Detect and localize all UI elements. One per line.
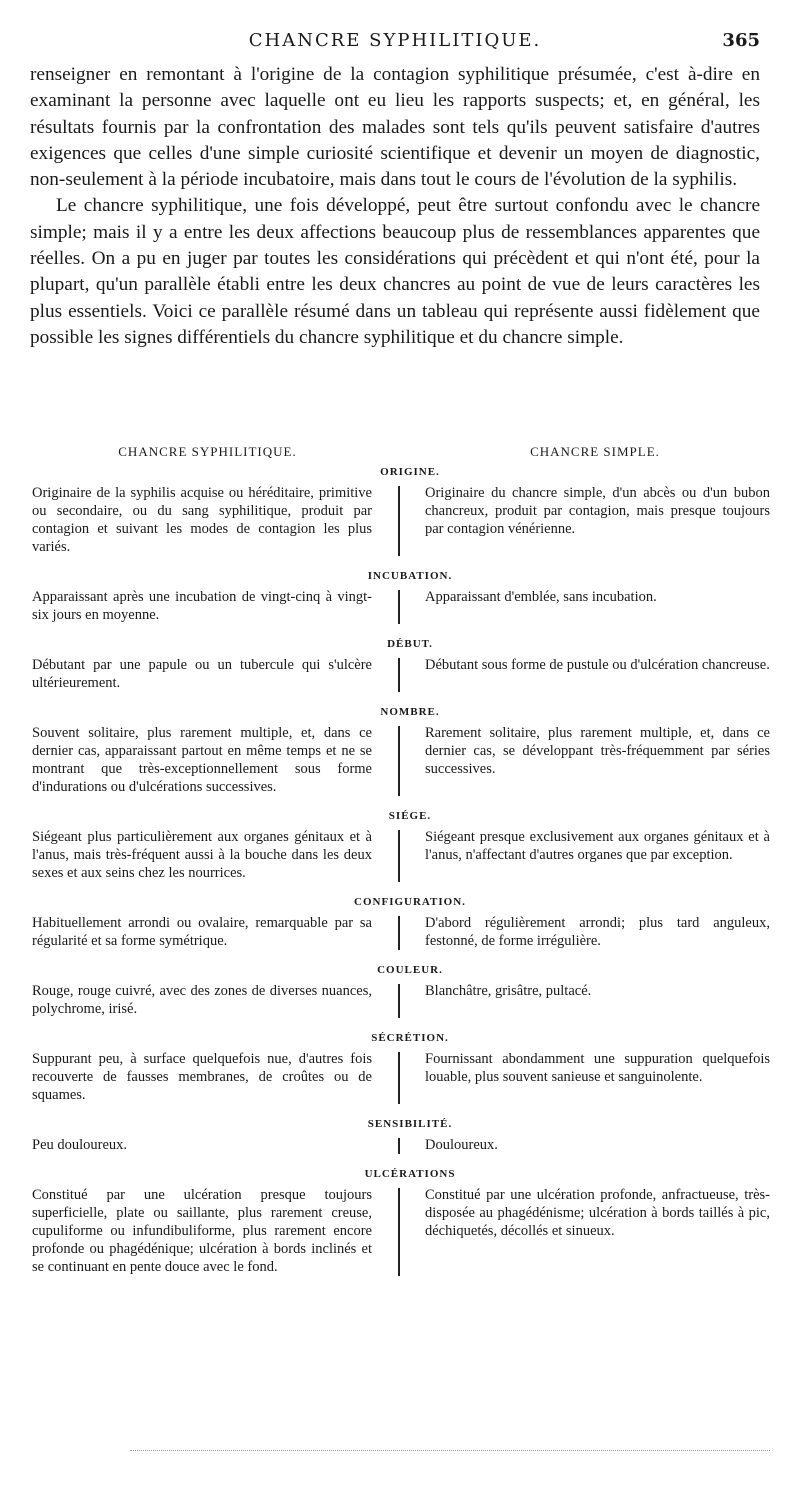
comparison-table [30,440,770,1290]
right-cell: Fournissant abondamment une suppuration quelquefois louable, plus souvent sanieuse et sanguinolente. [425,1051,770,1085]
column-divider [398,830,400,882]
table-column-headings [30,440,770,466]
right-cell: Blanchâtre, grisâtre, pultacé. [425,983,592,999]
table-row [30,914,770,950]
intro-paragraph: renseigner en remontant à l'origine de la contagion syphilitique présumée, c'est à-dire en examinant la personne avec laquelle ont eu lieu les rapports suspects; et, en général, les résultats fournis par la confrontation des malades sont tels qu'ils peuvent satisfaire d'autres exigences que celles d'une simple curiosité scientifique et devenir un moyen de diagnostic, non-seulement à la période incubatoire, mais dans tout le cours de l'évolution de la syphilis. [30,64,760,191]
left-cell: Originaire de la syphilis acquise ou héréditaire, primitive ou secondaire, ou du sang syphilitique, produit par contagion et suivant les modes de contagion les plus variés. [32,485,372,555]
column-divider [398,1052,400,1104]
section-title: INCUBATION. [367,570,453,582]
right-cell: Originaire du chancre simple, d'un abcès ou d'un bubon chancreux, produit par contagion, mais presque toujours par contagion vénérienne. [425,485,770,537]
column-divider [398,984,400,1018]
right-column-heading: CHANCRE SIMPLE. [530,444,660,459]
table-row [30,656,770,692]
section-title: SENSIBILITÉ. [367,1118,453,1130]
column-divider [398,1188,400,1276]
right-cell: Rarement solitaire, plus rarement multiple, et, dans ce dernier cas, se développant très-fréquemment par séries successives. [425,725,770,777]
column-divider [398,1138,400,1154]
table-row [30,724,770,796]
column-divider [398,486,400,556]
section-title: NOMBRE. [380,706,440,718]
table-row [30,588,770,624]
footer-rule [130,1450,770,1453]
right-cell: Constitué par une ulcération profonde, anfractueuse, très-disposée au phagédénisme; ulcération à bords taillés à pic, déchiquetés, décollés et sinueux. [425,1187,770,1239]
section-title: SIÉGE. [388,810,432,822]
section-title: CONFIGURATION. [354,896,466,908]
table-sections [30,466,770,1276]
running-title: CHANCRE SYPHILITIQUE. [248,30,542,51]
right-cell: Apparaissant d'emblée, sans incubation. [425,589,657,605]
right-cell: D'abord régulièrement arrondi; plus tard anguleux, festonné, de forme irrégulière. [425,915,770,949]
left-cell: Souvent solitaire, plus rarement multiple, et, dans ce dernier cas, apparaissant partout en même temps et ne se montrant que très-exceptionnellement sous forme d'indurations ou d'ulcérations successives. [32,725,372,795]
left-cell: Constitué par une ulcération presque toujours superficielle, plate ou saillante, plus rarement creuse, cupuliforme ou infundibuliforme, plus rarement encore profonde ou phagédénique; ulcération à bords inclinés et se continuant en pente douce avec le fond. [32,1187,372,1275]
column-divider [398,916,400,950]
column-divider [398,658,400,692]
left-cell: Suppurant peu, à surface quelquefois nue, d'autres fois recouverte de fausses membranes, de croûtes ou de squames. [32,1051,372,1103]
table-row [30,1136,770,1154]
column-divider [398,590,400,624]
right-cell: Douloureux. [425,1137,498,1153]
page-header [30,30,760,56]
section-title: ULCÉRATIONS [364,1168,456,1180]
section-title: DÉBUT. [387,638,433,650]
page-number: 365 [722,30,760,51]
section-title: COULEUR. [377,964,443,976]
table-row [30,1186,770,1276]
left-cell: Débutant par une papule ou un tubercule qui s'ulcère ultérieurement. [32,657,372,691]
right-cell: Débutant sous forme de pustule ou d'ulcération chancreuse. [425,657,770,673]
right-cell: Siégeant presque exclusivement aux organes génitaux et à l'anus, n'affectant d'autres organes que par exception. [425,829,770,863]
column-divider [398,726,400,796]
section-title: SÉCRÉTION. [371,1032,449,1044]
left-cell: Peu douloureux. [32,1137,128,1153]
left-cell: Siégeant plus particulièrement aux organes génitaux et à l'anus, mais très-fréquent aussi à la bouche dans les deux sexes et aux seins chez les nourrices. [32,829,372,881]
left-cell: Habituellement arrondi ou ovalaire, remarquable par sa régularité et sa forme symétrique. [32,915,372,949]
table-row [30,1050,770,1104]
section-title: ORIGINE. [380,466,440,478]
table-row [30,484,770,556]
table-row [30,828,770,882]
left-cell: Apparaissant après une incubation de vingt-cinq à vingt-six jours en moyenne. [32,589,372,623]
left-column-heading: CHANCRE SYPHILITIQUE. [118,444,297,459]
table-row [30,982,770,1018]
intro-text [30,62,760,351]
left-cell: Rouge, rouge cuivré, avec des zones de diverses nuances, polychrome, irisé. [32,983,372,1017]
intro-paragraph: Le chancre syphilitique, une fois développé, peut être surtout confondu avec le chancre simple; mais il y a entre les deux affections beaucoup plus de ressemblances apparentes que réelles. On a pu en juger par toutes les considérations qui précèdent et qui n'ont été, pour la plupart, qu'un parallèle établi entre les deux chancres au point de vue de leurs caractères les plus essentiels. Voici ce parallèle résumé dans un tableau qui représente aussi fidèlement que possible les signes différentiels du chancre syphilitique et du chancre simple. [30,195,760,348]
